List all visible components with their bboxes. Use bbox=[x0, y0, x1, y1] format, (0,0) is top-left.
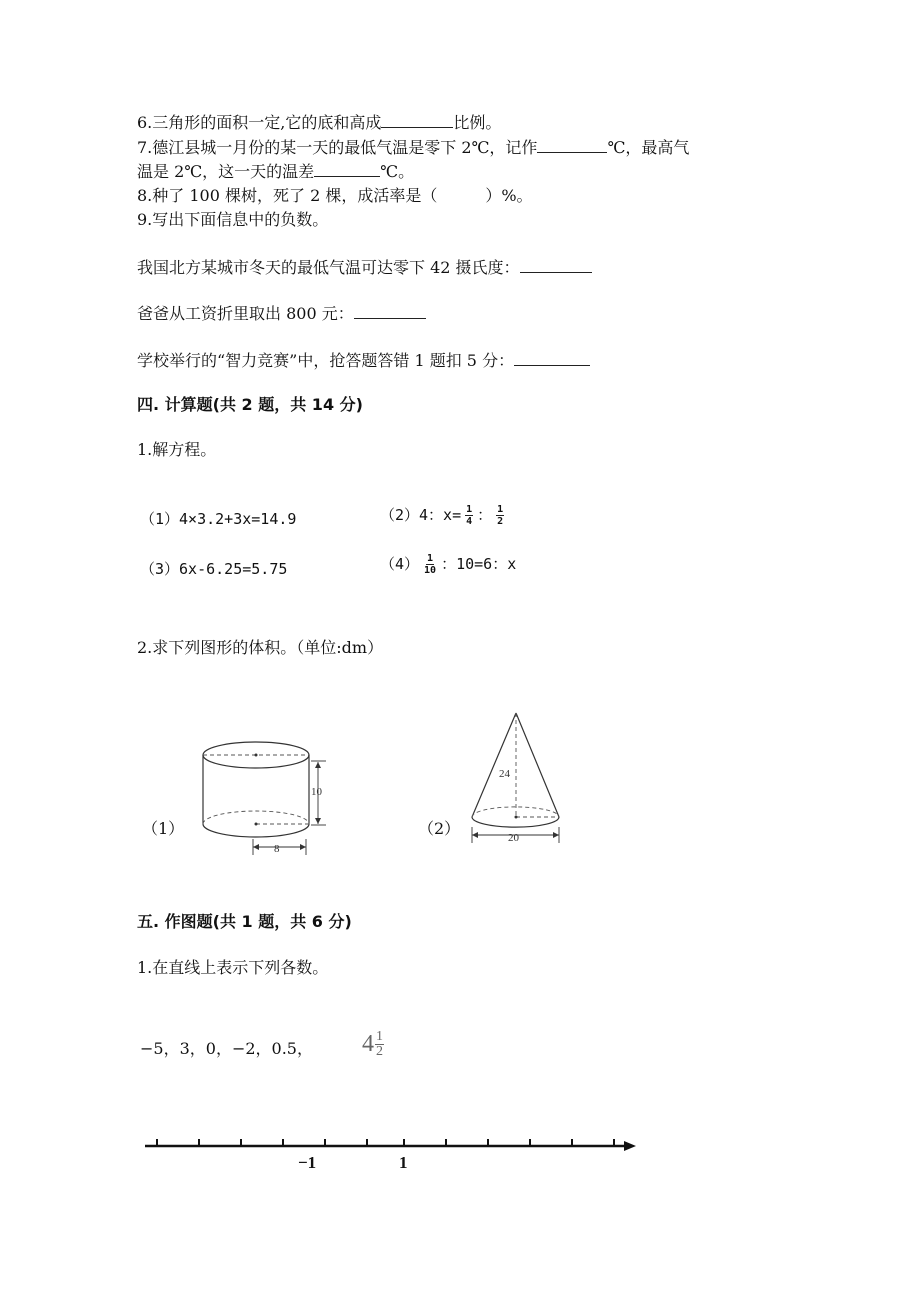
s5-q1-title: 1.在直线上表示下列各数。 bbox=[137, 958, 329, 977]
cylinder-diameter-label: 8 bbox=[274, 843, 280, 855]
equation-1: （1）4×3.2+3x=14.9 bbox=[140, 510, 297, 528]
q6-text: 6.三角形的面积一定,它的底和高成 bbox=[137, 113, 382, 132]
cone-diameter-label: 20 bbox=[508, 832, 519, 844]
mixed-number-fraction: $\frac{1}{2}$ bbox=[376, 1029, 383, 1059]
figure-1-label: （1） bbox=[142, 819, 185, 838]
q7-blank-2[interactable] bbox=[314, 160, 380, 177]
s4-q2-title: 2.求下列图形的体积。（单位:dm） bbox=[137, 638, 384, 657]
q7-text-mid: ℃，最高气 bbox=[607, 138, 690, 157]
cylinder-height-label: 10 bbox=[311, 786, 322, 798]
q6-text-end: 比例。 bbox=[453, 113, 502, 132]
q9-item-1 bbox=[137, 256, 592, 280]
cone-height-label: 24 bbox=[499, 768, 510, 780]
mixed-number-whole: 4 bbox=[362, 1031, 374, 1057]
question-7-line-1 bbox=[137, 136, 689, 160]
question-9: 9.写出下面信息中的负数。 bbox=[137, 210, 329, 229]
eq4-fraction: $\frac{1}{10}$ bbox=[424, 553, 437, 576]
q9-item-2-blank[interactable] bbox=[354, 302, 426, 319]
section-5-title: 五. 作图题(共 1 题，共 6 分) bbox=[137, 912, 352, 931]
axis-label-minus-1: −1 bbox=[298, 1153, 317, 1172]
q9-item-1-blank[interactable] bbox=[520, 256, 592, 273]
eq2-separator: ： bbox=[477, 506, 493, 524]
figure-2-label: （2） bbox=[418, 819, 461, 838]
number-line[interactable] bbox=[140, 1130, 640, 1175]
q9-item-1-text: 我国北方某城市冬天的最低气温可达零下 42 摄氏度： bbox=[137, 258, 520, 277]
q9-item-3-text: 学校举行的“智力竞赛”中，抢答题答错 1 题扣 5 分： bbox=[137, 351, 515, 370]
question-6 bbox=[137, 111, 501, 135]
s4-q1-title: 1.解方程。 bbox=[137, 440, 217, 459]
q9-item-3-blank[interactable] bbox=[514, 349, 590, 366]
equation-4 bbox=[380, 553, 516, 576]
cylinder-figure bbox=[190, 735, 335, 860]
eq2-fraction-1: $\frac{1}{4}$ bbox=[466, 504, 473, 527]
numbers-list: −5，3，0，−2，0.5， bbox=[140, 1039, 313, 1058]
q9-item-2-text: 爸爸从工资折里取出 800 元： bbox=[137, 304, 354, 323]
q6-blank[interactable] bbox=[381, 111, 453, 128]
q9-item-3 bbox=[137, 349, 590, 373]
q7-text: 7.德江县城一月份的某一天的最低气温是零下 2℃，记作 bbox=[137, 138, 538, 157]
eq4-prefix: （4） bbox=[380, 555, 420, 573]
q7-blank-1[interactable] bbox=[537, 136, 607, 153]
q7-text-2: 温是 2℃，这一天的温差 bbox=[137, 162, 315, 181]
eq4-suffix: ：10=6：x bbox=[441, 555, 517, 573]
equation-2 bbox=[380, 504, 508, 527]
number-line-arrow-icon bbox=[624, 1141, 636, 1151]
mixed-number bbox=[362, 1030, 384, 1059]
cone-figure bbox=[465, 705, 565, 850]
equation-3: （3）6x-6.25=5.75 bbox=[140, 560, 288, 578]
section-4-title: 四. 计算题(共 2 题，共 14 分) bbox=[137, 395, 363, 414]
axis-label-1: 1 bbox=[399, 1153, 408, 1172]
q7-text-end: ℃。 bbox=[380, 162, 415, 181]
eq2-prefix: （2）4：x= bbox=[380, 506, 462, 524]
q9-item-2 bbox=[137, 302, 426, 326]
eq2-fraction-2: $\frac{1}{2}$ bbox=[497, 504, 504, 527]
question-8: 8.种了 100 棵树，死了 2 棵，成活率是（ ）%。 bbox=[137, 186, 533, 205]
question-7-line-2 bbox=[137, 160, 414, 184]
